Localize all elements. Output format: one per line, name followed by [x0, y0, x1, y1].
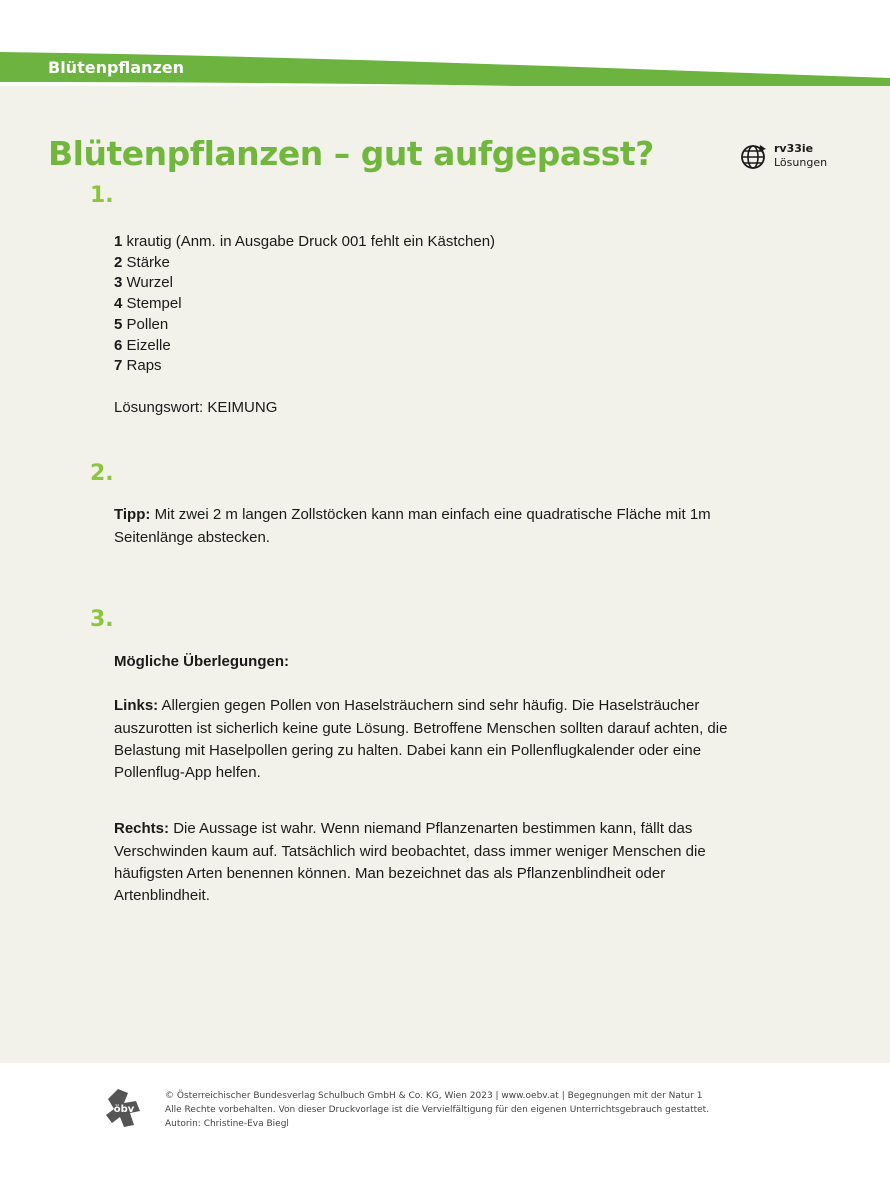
section-3-heading: Mögliche Überlegungen: [114, 653, 290, 670]
left-label: Links: [114, 697, 159, 715]
header-label: Blütenpflanzen [48, 58, 185, 77]
footer-text [165, 1089, 709, 1131]
answer-item [114, 232, 764, 253]
answer-number: 6 [114, 336, 123, 354]
answer-text: Stempel [126, 295, 182, 313]
left-text: Allergien gegen Pollen von Haselsträuchern sind sehr häufig. Die Haselsträucher auszurotten ist sicherlich keine gute Lösung. Betroffene Menschen sollten darauf achten, die Belastung mit Haselpollen gering zu halten. Dabei kann ein Pollenflugkalender oder eine Pollenflug-App helfen. [114, 697, 728, 782]
section-1-number: 1. [90, 183, 114, 208]
answer-item [114, 356, 764, 377]
answer-item [114, 273, 764, 294]
section-1-body [114, 232, 764, 419]
page-title: Blütenpflanzen – gut aufgepasst? [48, 134, 654, 173]
footer-author: Autorin: Christine-Eva Biegl [165, 1119, 289, 1129]
publisher-logo [104, 1087, 144, 1129]
section-2-body [114, 504, 739, 549]
answer-number: 5 [114, 315, 123, 333]
footer-rights: Alle Rechte vorbehalten. Von dieser Druckvorlage ist die Vervielfältigung für den eigenen Unterrichtsgebrauch gestattet. [165, 1105, 710, 1115]
answer-text: Pollen [126, 315, 169, 333]
answer-list [114, 232, 764, 377]
section-3-number: 3. [90, 607, 114, 632]
answer-number: 7 [114, 357, 123, 375]
tip-text: Mit zwei 2 m langen Zollstöcken kann man einfach eine quadratische Fläche mit 1m Seitenlänge abstecken. [114, 506, 711, 546]
answer-text: Wurzel [126, 274, 173, 292]
answer-text: Eizelle [126, 336, 171, 354]
answer-item [114, 336, 764, 357]
section-2-number: 2. [90, 461, 114, 486]
tip-paragraph [114, 504, 739, 549]
answer-number: 3 [114, 274, 123, 292]
left-paragraph [114, 695, 764, 784]
answer-text: Stärke [126, 253, 170, 271]
right-text: Die Aussage ist wahr. Wenn niemand Pflanzenarten bestimmen kann, fällt das Verschwinden kaum auf. Tatsächlich wird beobachtet, dass immer weniger Menschen die häufigsten Arten benennen können. Man bezeichnet das als Pflanzenblindheit oder Artenblindheit. [114, 820, 706, 905]
tip-label: Tipp: [114, 506, 151, 523]
globe-icon [740, 142, 768, 170]
right-paragraph [114, 818, 764, 907]
answer-number: 4 [114, 295, 123, 313]
solution-word: Lösungswort: KEIMUNG [114, 398, 278, 416]
online-code-label: Lösungen [774, 156, 828, 169]
answer-item [114, 253, 764, 274]
answer-item [114, 294, 764, 315]
publisher-logo-text: öbv [113, 1104, 135, 1115]
section-3-body [114, 651, 764, 908]
answer-text: Raps [126, 357, 162, 375]
right-label: Rechts: [114, 820, 170, 838]
answer-number: 1 [114, 233, 123, 250]
footer-copyright: © Österreichischer Bundesverlag Schulbuch GmbH & Co. KG, Wien 2023 | www.oebv.at | Begegnungen mit der Natur 1 [165, 1091, 703, 1101]
header-band [0, 0, 890, 100]
answer-text: krautig (Anm. in Ausgabe Druck 001 fehlt ein Kästchen) [126, 233, 496, 250]
online-code[interactable] [740, 142, 827, 170]
answer-item [114, 315, 764, 336]
answer-number: 2 [114, 253, 123, 271]
online-code-value: rv33ie [774, 142, 814, 155]
